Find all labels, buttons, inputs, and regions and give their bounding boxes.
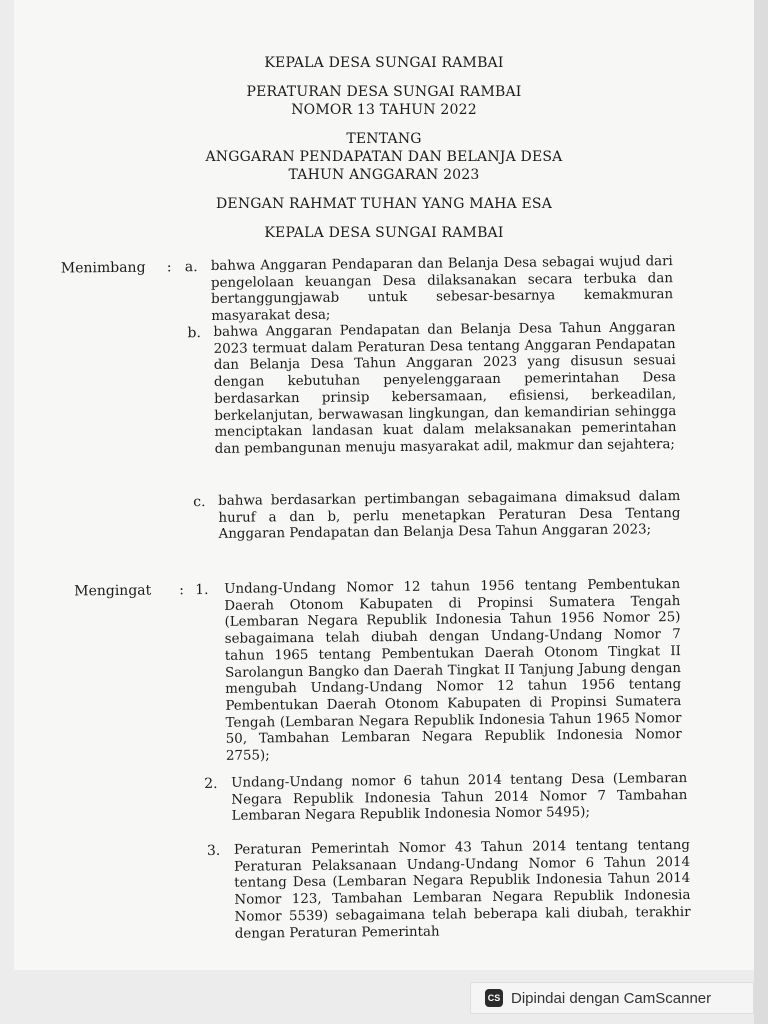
camscanner-watermark (470, 982, 754, 1014)
mengingat-item-1: Undang-Undang Nomor 12 tahun 1956 tentang Pembentukan Daerah Otonom Kabupaten di Propinsi Sumatera Tengah (Lembaran Negara Republik Indonesia Tahun 1956 Nomor 25) sebagaimana telah diubah dengan Undang-Undang Nomor 7 tahun 1965 tentang Pembentukan Daerah Otonom Tingkat II Sarolangun Bangko dan Daerah Tingkat II Tanjung Jabung dengan mengubah Undang-Undang Nomor 12 tahun 1956 tentang Pembentukan Daerah Otonom Kabupaten di Propinsi Sumatera Tengah (Lembaran Negara Republik Indonesia Tahun 1965 Nomor 50, Tambahan Lembaran Negara Republik Indonesia Nomor 2755); (224, 577, 682, 764)
mengingat-item-2: Undang-Undang nomor 6 tahun 2014 tentang Desa (Lembaran Negara Republik Indonesia Tahun 2014 Nomor 7 Tambahan Lembaran Negara Republik Indonesia Nomor 5495); (231, 770, 688, 825)
header-line-8: KEPALA DESA SUNGAI RAMBAI (264, 225, 504, 241)
header-line-4: TENTANG (346, 131, 422, 147)
mengingat-mark-1: 1. (195, 581, 209, 599)
header-line-5: ANGGARAN PENDAPATAN DAN BELANJA DESA (205, 149, 563, 165)
document-header (14, 54, 754, 242)
menimbang-label: Menimbang (60, 259, 146, 277)
header-line-6: TAHUN ANGGARAN 2023 (288, 167, 480, 183)
watermark-text: Dipindai dengan CamScanner (511, 989, 712, 1007)
mengingat-mark-3: 3. (206, 842, 221, 860)
mengingat-item-3: Peraturan Pemerintah Nomor 43 Tahun 2014 tentang tentang Peraturan Pelaksanaan Undang-Undang Nomor 6 Tahun 2014 tentang Desa (Lembaran Negara Republik Indonesia Tahun 2014 Nomor 123, Tambahan Lembaran Negara Republik Indonesia Nomor 5539) sebagaimana telah beberapa kali diubah, terakhir dengan Peraturan Pemerintah (233, 837, 691, 942)
menimbang-colon: : (166, 259, 172, 276)
mengingat-label: Mengingat (74, 582, 152, 600)
header-line-3: NOMOR 13 TAHUN 2022 (291, 102, 477, 118)
camscanner-logo-icon: CS (485, 989, 503, 1007)
scanned-page (14, 0, 754, 970)
header-line-1: KEPALA DESA SUNGAI RAMBAI (264, 55, 504, 71)
menimbang-item-a: bahwa Anggaran Pendaparan dan Belanja Desa sebagai wujud dari pengelolaan keuangan Desa dilaksanakan secara terbuka dan bertanggungjawab untuk sebesar-besarnya kemakmuran masyarakat desa; (210, 254, 674, 325)
menimbang-item-c: bahwa berdasarkan pertimbangan sebagaimana dimaksud dalam huruf a dan b, perlu menetapkan Peraturan Desa Tentang Anggaran Pendapatan dan Belanja Desa Tahun Anggaran 2023; (218, 489, 681, 543)
mengingat-mark-2: 2. (204, 775, 218, 793)
menimbang-mark-a: a. (184, 259, 198, 276)
page-edge-shadow (754, 0, 768, 1024)
header-line-2: PERATURAN DESA SUNGAI RAMBAI (246, 84, 522, 100)
menimbang-mark-c: c. (193, 494, 206, 511)
mengingat-colon: : (179, 582, 184, 599)
menimbang-item-b: bahwa Anggaran Pendapatan dan Belanja Desa Tahun Anggaran 2023 termuat dalam Peraturan Desa tentang Anggaran Pendapatan dan Belanja Desa Tahun Anggaran 2023 yang disusun sesuai dengan kebutuhan penyelenggaraan pemerintahan Desa berdasarkan prinsip kebersamaan, efisiensi, berkeadilan, berkelanjutan, berwawasan lingkungan, dan kemandirian sehingga menciptakan landasan kuat dalam melaksanakan pemerintahan dan pembangunan menuju masyarakat adil, makmur dan sejahtera; (213, 320, 677, 457)
menimbang-mark-b: b. (187, 325, 202, 342)
header-line-7: DENGAN RAHMAT TUHAN YANG MAHA ESA (215, 196, 553, 212)
